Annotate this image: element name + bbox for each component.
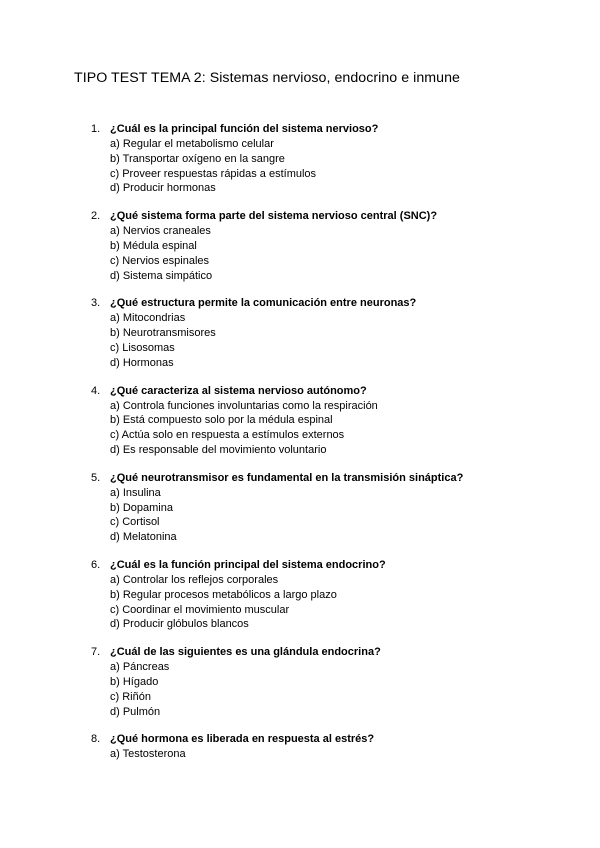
option-list: [110, 747, 600, 762]
option-a: a) Regular el metabolismo celular: [110, 138, 274, 150]
option-d: d) Pulmón: [110, 705, 161, 718]
question-text: ¿Qué estructura permite la comunicación entre neuronas?: [110, 297, 417, 310]
option-list: [110, 573, 600, 632]
option-c: c) Coordinar el movimiento muscular: [110, 603, 290, 616]
question-text: ¿Cuál de las siguientes es una glándula endocrina?: [110, 646, 381, 659]
option-a: a) Testosterona: [110, 748, 186, 761]
option-a: a) Nervios craneales: [110, 225, 211, 238]
option-b: b) Neurotransmisores: [110, 327, 216, 340]
option-a: a) Páncreas: [110, 661, 170, 674]
option-c: c) Cortisol: [110, 516, 160, 529]
question-text: ¿Cuál es la principal función del sistema nervioso?: [110, 123, 379, 135]
option-d: d) Es responsable del movimiento voluntario: [110, 443, 327, 456]
option-d: d) Hormonas: [110, 356, 174, 369]
question-list: [0, 122, 600, 775]
option-c: c) Actúa solo en respuesta a estímulos externos: [110, 429, 345, 442]
option-b: b) Médula espinal: [110, 239, 197, 252]
question-text: ¿Qué caracteriza al sistema nervioso autónomo?: [110, 384, 367, 397]
option-list: [110, 399, 600, 458]
option-b: b) Regular procesos metabólicos a largo plazo: [110, 588, 337, 601]
option-c: c) Riñón: [110, 690, 151, 703]
option-b: b) Está compuesto solo por la médula espinal: [110, 414, 333, 427]
option-d: d) Producir glóbulos blancos: [110, 618, 249, 631]
question-item: [0, 732, 600, 762]
question-number: 2.: [91, 210, 101, 223]
question-item: [0, 645, 600, 719]
option-c: c) Nervios espinales: [110, 254, 210, 267]
question-number: 7.: [91, 646, 101, 659]
option-d: d) Sistema simpático: [110, 269, 213, 282]
option-b: b) Transportar oxígeno en la sangre: [110, 152, 285, 165]
question-number: 6.: [91, 558, 101, 571]
option-a: a) Controla funciones involuntarias como la respiración: [110, 399, 378, 412]
question-text: ¿Cuál es la función principal del sistema endocrino?: [110, 558, 386, 571]
question-number: 8.: [91, 733, 101, 746]
option-c: c) Proveer respuestas rápidas a estímulos: [110, 167, 317, 180]
option-list: [110, 660, 600, 719]
option-list: [110, 137, 600, 196]
option-a: a) Controlar los reflejos corporales: [110, 573, 279, 586]
option-a: a) Insulina: [110, 486, 161, 499]
question-text: ¿Qué hormona es liberada en respuesta al estrés?: [110, 733, 375, 746]
question-item: [0, 384, 600, 458]
option-c: c) Lisosomas: [110, 341, 175, 354]
question-item: [0, 471, 600, 545]
question-item: [0, 296, 600, 370]
question-text: ¿Qué neurotransmisor es fundamental en la transmisión sináptica?: [110, 471, 464, 484]
question-number: 5.: [91, 471, 101, 484]
page-title: TIPO TEST TEMA 2: Sistemas nervioso, endocrino e inmune: [74, 70, 460, 86]
option-a: a) Mitocondrias: [110, 312, 186, 325]
question-number: 4.: [91, 384, 101, 397]
option-b: b) Dopamina: [110, 501, 173, 514]
question-number: 1.: [91, 123, 101, 135]
option-list: [110, 311, 600, 370]
question-number: 3.: [91, 297, 101, 310]
question-item: [0, 209, 600, 283]
option-d: d) Melatonina: [110, 531, 177, 544]
option-d: d) Producir hormonas: [110, 182, 216, 195]
option-list: [110, 486, 600, 545]
question-item: [0, 558, 600, 632]
option-list: [110, 224, 600, 283]
question-item: [0, 122, 600, 196]
question-text: ¿Qué sistema forma parte del sistema nervioso central (SNC)?: [110, 210, 438, 223]
option-b: b) Hígado: [110, 675, 159, 688]
